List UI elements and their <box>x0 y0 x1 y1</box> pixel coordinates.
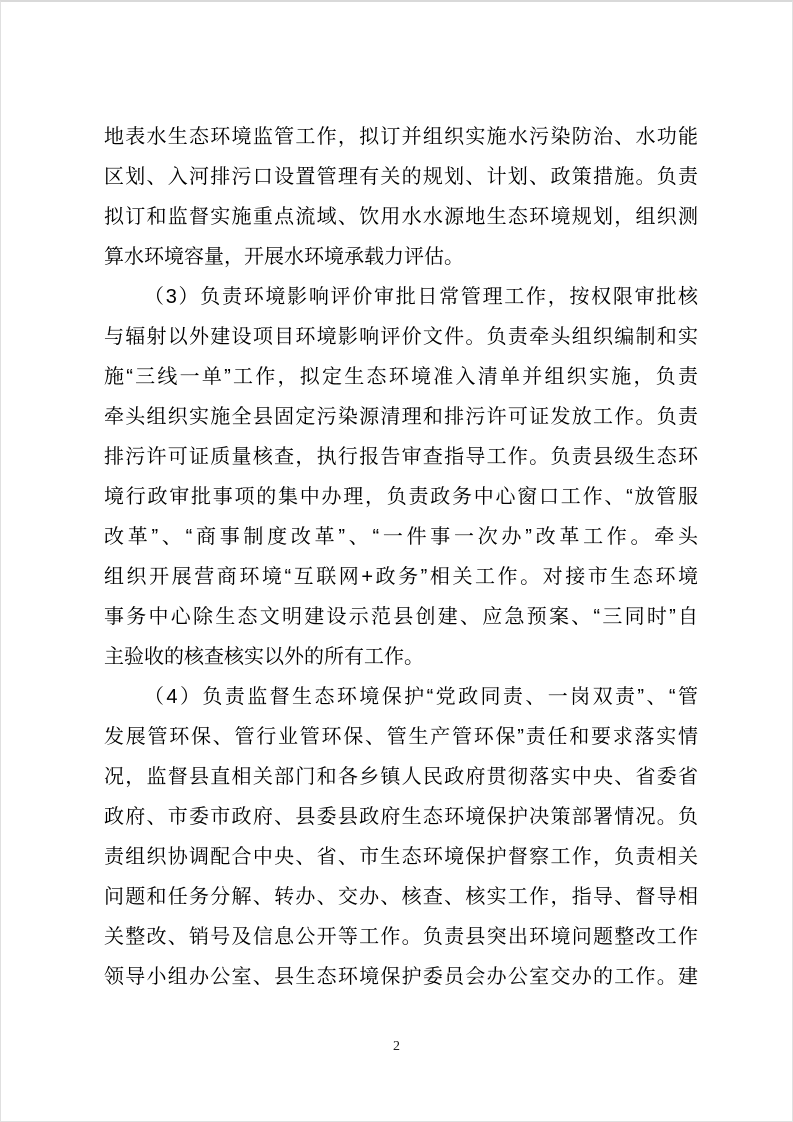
text-line: 政府、市委市政府、县委县政府生态环境保护决策部署情况。负 <box>104 806 698 828</box>
text-line: 拟订和监督实施重点流域、饮用水水源地生态环境规划，组织测 <box>104 206 698 228</box>
text-line: 境行政审批事项的集中办理，负责政务中心窗口工作、“放管服 <box>104 486 698 508</box>
page-number: 2 <box>393 1039 400 1054</box>
text-line: 况，监督县直相关部门和各乡镇人民政府贯彻落实中央、省委省 <box>104 766 698 788</box>
text-line: 区划、入河排污口设置管理有关的规划、计划、政策措施。负责 <box>104 166 698 188</box>
paragraph-continuation <box>104 117 698 277</box>
text-line: 牵头组织实施全县固定污染源清理和排污许可证发放工作。负责 <box>104 406 698 428</box>
text-line: 领导小组办公室、县生态环境保护委员会办公室交办的工作。建 <box>104 966 698 988</box>
paragraph-item-3 <box>104 277 698 677</box>
paragraph-item-4 <box>104 677 698 997</box>
text-line: 与辐射以外建设项目环境影响评价文件。负责牵头组织编制和实 <box>104 326 698 348</box>
text-line: 算水环境容量，开展水环境承载力评估。 <box>104 246 464 268</box>
document-text-block <box>104 117 698 997</box>
text-line: 改革”、“商事制度改革”、“一件事一次办”改革工作。牵头 <box>104 526 698 548</box>
text-line: 地表水生态环境监管工作，拟订并组织实施水污染防治、水功能 <box>104 126 698 148</box>
text-line: 主验收的核查核实以外的所有工作。 <box>104 646 424 668</box>
text-line: 发展管环保、管行业管环保、管生产管环保”责任和要求落实情 <box>104 726 698 748</box>
text-line: 关整改、销号及信息公开等工作。负责县突出环境问题整改工作 <box>104 926 698 948</box>
text-line: 施“三线一单”工作，拟定生态环境准入清单并组织实施，负责 <box>104 366 698 388</box>
text-line: 问题和任务分解、转办、交办、核查、核实工作，指导、督导相 <box>104 886 698 908</box>
text-line: 事务中心除生态文明建设示范县创建、应急预案、“三同时”自 <box>104 606 698 628</box>
text-line: （4）负责监督生态环境保护“党政同责、一岗双责”、“管 <box>144 686 698 708</box>
text-line: 责组织协调配合中央、省、市生态环境保护督察工作，负责相关 <box>104 846 698 868</box>
text-line: （3）负责环境影响评价审批日常管理工作，按权限审批核 <box>144 286 698 308</box>
text-line: 排污许可证质量核查，执行报告审查指导工作。负责县级生态环 <box>104 446 698 468</box>
text-line: 组织开展营商环境“互联网+政务”相关工作。对接市生态环境 <box>104 566 698 588</box>
